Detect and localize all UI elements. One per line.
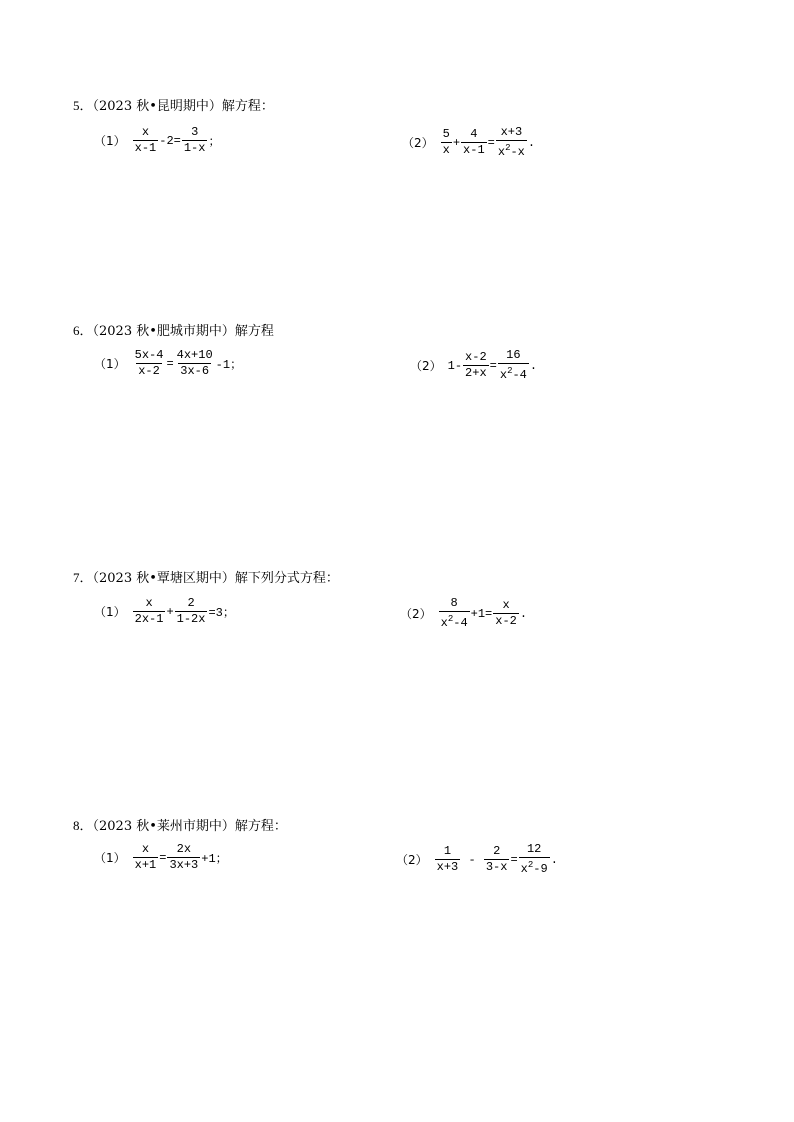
part-label: （2） <box>396 853 428 867</box>
operator: = <box>489 358 497 373</box>
denominator: x <box>442 143 450 157</box>
part-label: （1） <box>94 134 126 148</box>
denominator-base: x <box>520 862 528 876</box>
denominator: x-1 <box>134 141 157 155</box>
terminator: +1； <box>201 852 228 866</box>
fraction <box>182 125 208 156</box>
numerator: 3 <box>191 125 199 139</box>
denominator: x-2 <box>495 614 517 628</box>
denominator: x+3 <box>436 860 459 874</box>
numerator: x-2 <box>465 350 487 364</box>
problem-6-part-1 <box>94 348 242 379</box>
operator: + <box>452 135 461 150</box>
problem-number: 7． <box>73 570 93 585</box>
problem-8-part-2 <box>396 842 558 877</box>
fraction <box>175 596 208 627</box>
part-label: （1） <box>94 357 126 371</box>
numerator: 8 <box>450 596 458 610</box>
numerator: 12 <box>526 842 542 856</box>
fraction <box>435 844 461 875</box>
problem-7-part-1 <box>94 596 235 627</box>
problem-number: 5． <box>73 98 93 113</box>
denominator: 3-x <box>485 860 508 874</box>
numerator: 16 <box>506 348 521 362</box>
problem-5-part-2 <box>402 125 535 160</box>
fraction <box>463 350 489 381</box>
exponent: 2 <box>507 366 513 376</box>
denominator: 2x-1 <box>134 612 164 626</box>
exponent: 2 <box>505 143 511 153</box>
operator: = <box>159 850 167 865</box>
fraction <box>484 844 510 875</box>
numerator: 4x+10 <box>176 348 213 362</box>
terminator: . <box>529 358 538 373</box>
problem-source: （2023 秋•莱州市期中）解方程： <box>92 819 287 834</box>
denominator: 2+x <box>465 366 487 380</box>
problem-5-part-1 <box>94 125 220 156</box>
terminator: . <box>519 606 528 621</box>
denominator: 1-2x <box>176 612 206 626</box>
denominator-rest: -4 <box>512 368 527 382</box>
denominator-rest: -4 <box>453 616 468 630</box>
terminator: . <box>527 135 536 150</box>
numerator: 1 <box>443 844 452 858</box>
numerator: x <box>145 596 153 610</box>
denominator <box>498 363 529 383</box>
denominator-base: x <box>499 368 508 382</box>
part-label: （1） <box>94 605 126 619</box>
fraction <box>519 842 550 877</box>
part-label: （2） <box>410 359 442 373</box>
denominator-base: x <box>440 616 448 630</box>
numerator: 2 <box>187 596 195 610</box>
problem-source: （2023 秋•覃塘区期中）解下列分式方程： <box>92 571 339 586</box>
fraction <box>498 348 529 383</box>
denominator-rest: -x <box>510 145 525 159</box>
problem-7-part-2 <box>400 596 527 631</box>
operator: = <box>510 852 518 867</box>
problem-6-part-2 <box>410 348 537 383</box>
denominator: 3x-6 <box>180 364 210 378</box>
numerator: x <box>141 842 150 856</box>
denominator <box>519 857 550 877</box>
prefix: 1- <box>447 358 463 373</box>
denominator-base: x <box>497 145 506 159</box>
denominator <box>439 611 470 631</box>
problem-source: （2023 秋•昆明期中）解方程： <box>92 99 274 114</box>
fraction <box>496 125 527 160</box>
numerator: x <box>502 598 510 612</box>
numerator: 5x-4 <box>134 348 164 362</box>
terminator: -1； <box>215 358 243 372</box>
numerator: x <box>141 125 150 139</box>
denominator: 3x+3 <box>169 858 199 872</box>
terminator: . <box>550 852 558 867</box>
fraction <box>175 348 215 379</box>
fraction <box>461 127 487 158</box>
fraction <box>133 348 166 379</box>
terminator: =3； <box>208 606 235 620</box>
operator: -2= <box>159 133 181 148</box>
numerator: x+3 <box>500 125 523 139</box>
operator: - <box>461 852 483 867</box>
operator: +1= <box>470 606 493 621</box>
numerator: 4 <box>470 127 478 141</box>
fraction <box>493 598 519 629</box>
denominator: 1-x <box>183 141 206 155</box>
operator: + <box>166 604 174 619</box>
denominator: x-1 <box>463 143 485 157</box>
numerator: 5 <box>442 127 450 141</box>
terminator: ； <box>208 135 221 149</box>
problem-8-part-1 <box>94 842 228 873</box>
exponent: 2 <box>527 860 534 870</box>
part-label: （2） <box>400 607 432 621</box>
denominator: x+1 <box>134 858 157 872</box>
part-label: （2） <box>402 136 434 150</box>
operator: = <box>166 356 174 371</box>
operator: = <box>487 135 495 150</box>
fraction <box>441 127 452 158</box>
problem-5-header <box>73 95 274 114</box>
part-label: （1） <box>94 851 126 865</box>
denominator <box>496 140 527 160</box>
problem-number: 6． <box>73 323 93 338</box>
numerator: 2x <box>176 842 192 856</box>
fraction <box>167 842 200 873</box>
problem-7-header <box>73 567 339 586</box>
problem-8-header <box>73 815 287 834</box>
problem-6-header <box>73 320 274 339</box>
fraction <box>439 596 470 631</box>
denominator: x-2 <box>138 364 160 378</box>
denominator-rest: -9 <box>533 862 548 876</box>
fraction <box>133 842 159 873</box>
exponent: 2 <box>447 614 454 624</box>
numerator: 2 <box>493 844 501 858</box>
fraction <box>133 596 166 627</box>
problem-number: 8． <box>73 818 93 833</box>
problem-source: （2023 秋•肥城市期中）解方程 <box>92 324 274 339</box>
fraction <box>133 125 159 156</box>
